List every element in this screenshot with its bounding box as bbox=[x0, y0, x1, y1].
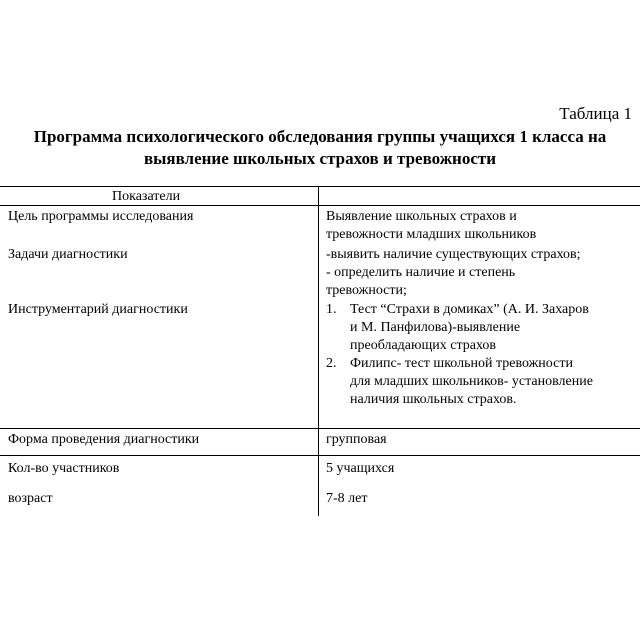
tools-label: Инструментарий диагностики bbox=[8, 302, 188, 317]
form-label: Форма проведения диагностики bbox=[8, 432, 200, 447]
tools-bottom-border bbox=[0, 428, 640, 429]
table-top-border bbox=[0, 186, 640, 187]
form-value: групповая bbox=[326, 432, 387, 447]
tools-item-text bbox=[350, 301, 589, 355]
goal-value-line: тревожности младших школьников bbox=[326, 227, 537, 242]
tasks-value-line: тревожности; bbox=[326, 283, 407, 298]
tools-item-line: Тест “Страхи в домиках” (А. И. Захаров bbox=[350, 302, 589, 317]
title-line-1: Программа психологического обследования группы учащихся 1 класса на bbox=[33, 127, 607, 146]
form-bottom-border bbox=[0, 455, 640, 456]
age-value: 7-8 лет bbox=[326, 491, 368, 506]
goal-value-line: Выявление школьных страхов и bbox=[326, 209, 517, 224]
tasks-label: Задачи диагностики bbox=[8, 247, 128, 262]
tools-item-number: 1. bbox=[326, 302, 337, 317]
tools-item-text bbox=[350, 355, 593, 409]
tools-item-line: и М. Панфилова)-выявление bbox=[350, 320, 521, 335]
goal-value bbox=[326, 208, 536, 244]
tasks-value-line: -выявить наличие существующих страхов; bbox=[326, 247, 581, 262]
tools-item bbox=[326, 355, 636, 409]
title-line-2: выявление школьных страхов и тревожности bbox=[143, 149, 497, 168]
document-title bbox=[0, 126, 640, 170]
column-divider bbox=[318, 186, 319, 516]
tasks-value-line: - определить наличие и степень bbox=[326, 265, 516, 280]
participants-label: Кол-во участников bbox=[8, 461, 120, 476]
tools-item-line: преобладающих страхов bbox=[350, 338, 497, 353]
tools-list bbox=[326, 301, 636, 421]
tools-item-number: 2. bbox=[326, 356, 337, 371]
participants-value: 5 учащихся bbox=[326, 461, 395, 476]
age-label: возраст bbox=[8, 491, 53, 506]
table-number-label: Таблица 1 bbox=[559, 104, 632, 123]
tools-item-line: для младших школьников- установление bbox=[350, 374, 593, 389]
tools-item-line: Филипс- тест школьной тревожности bbox=[350, 356, 573, 371]
header-indicators: Показатели bbox=[112, 189, 181, 204]
tasks-value bbox=[326, 246, 581, 300]
goal-label: Цель программы исследования bbox=[8, 209, 194, 224]
tools-item bbox=[326, 301, 636, 355]
tools-item-line: наличия школьных страхов. bbox=[350, 392, 517, 407]
header-bottom-border bbox=[0, 205, 640, 206]
